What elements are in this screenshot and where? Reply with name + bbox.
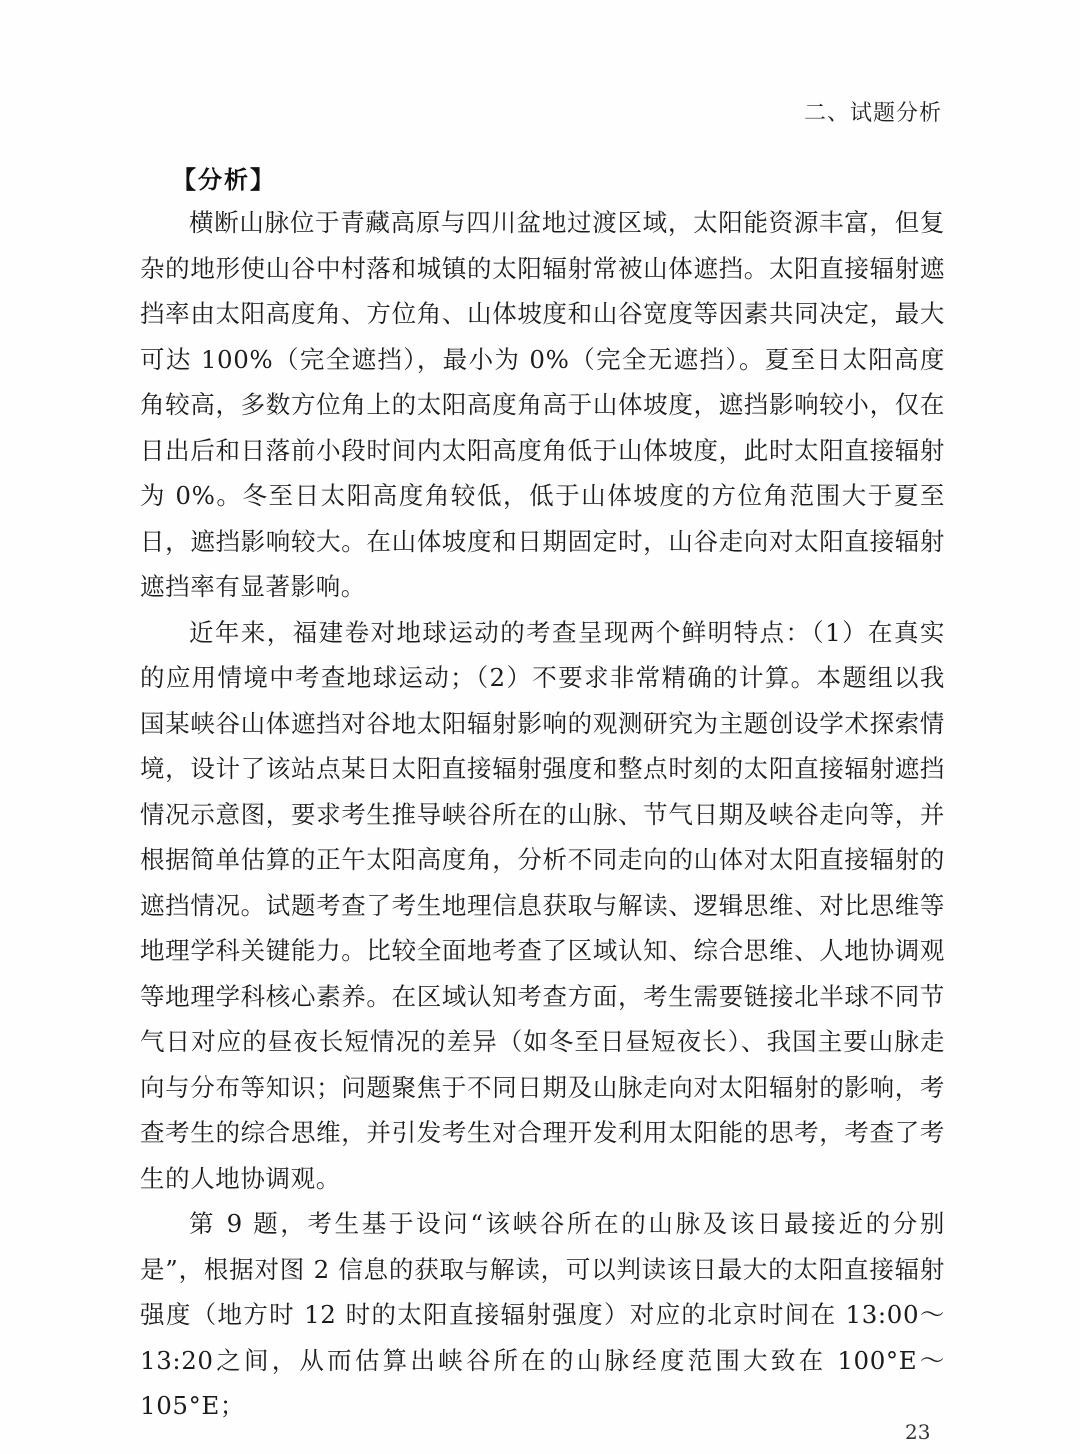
running-header: 二、试题分析 xyxy=(803,101,942,126)
page-number: 23 xyxy=(905,1420,931,1444)
analysis-heading: 【分析】 xyxy=(172,165,276,194)
paragraph-hengduan-mountains: 横断山脉位于青藏高原与四川盆地过渡区域，太阳能资源丰富，但复杂的地形使山谷中村落和城镇的太阳辐射常被山体遮挡。太阳直接辐射遮挡率由太阳高度角、方位角、山体坡度和山谷宽度等因素共同决定，最大可达 100%（完全遮挡），最小为 0%（完全无遮挡）。夏至日太阳高度角较高，多数方位角上的太阳高度角高于山体坡度，遮挡影响较小，仅在日出后和日落前小段时间内太阳高度角低于山体坡度，此时太阳直接辐射为 0%。冬至日太阳高度角较低，低于山体坡度的方位角范围大于夏至日，遮挡影响较大。在山体坡度和日期固定时，山谷走向对太阳直接辐射遮挡率有显著影响。 xyxy=(140,208,945,601)
body-text xyxy=(140,200,945,1429)
paragraph-question-9: 第 9 题，考生基于设问“该峡谷所在的山脉及该日最接近的分别是”，根据对图 2 信息的获取与解读，可以判读该日最大的太阳直接辐射强度（地方时 12 时的太阳直接辐射强度）对应的北京时间在 13:00～13:20之间，从而估算出峡谷所在的山脉经度范围大致在 100°E～105°E； xyxy=(140,1209,945,1420)
paragraph-fujian-exam-features: 近年来，福建卷对地球运动的考查呈现两个鲜明特点：（1）在真实的应用情境中考查地球运动；（2）不要求非常精确的计算。本题组以我国某峡谷山体遮挡对谷地太阳辐射影响的观测研究为主题创设学术探索情境，设计了该站点某日太阳直接辐射强度和整点时刻的太阳直接辐射遮挡情况示意图，要求考生推导峡谷所在的山脉、节气日期及峡谷走向等，并根据简单估算的正午太阳高度角，分析不同走向的山体对太阳直接辐射的遮挡情况。试题考查了考生地理信息获取与解读、逻辑思维、对比思维等地理学科关键能力。比较全面地考查了区域认知、综合思维、人地协调观等地理学科核心素养。在区域认知考查方面，考生需要链接北半球不同节气日对应的昼夜长短情况的差异（如冬至日昼短夜长）、我国主要山脉走向与分布等知识；问题聚焦于不同日期及山脉走向对太阳辐射的影响，考查考生的综合思维，并引发考生对合理开发利用太阳能的思考，考查了考生的人地协调观。 xyxy=(140,617,945,1193)
